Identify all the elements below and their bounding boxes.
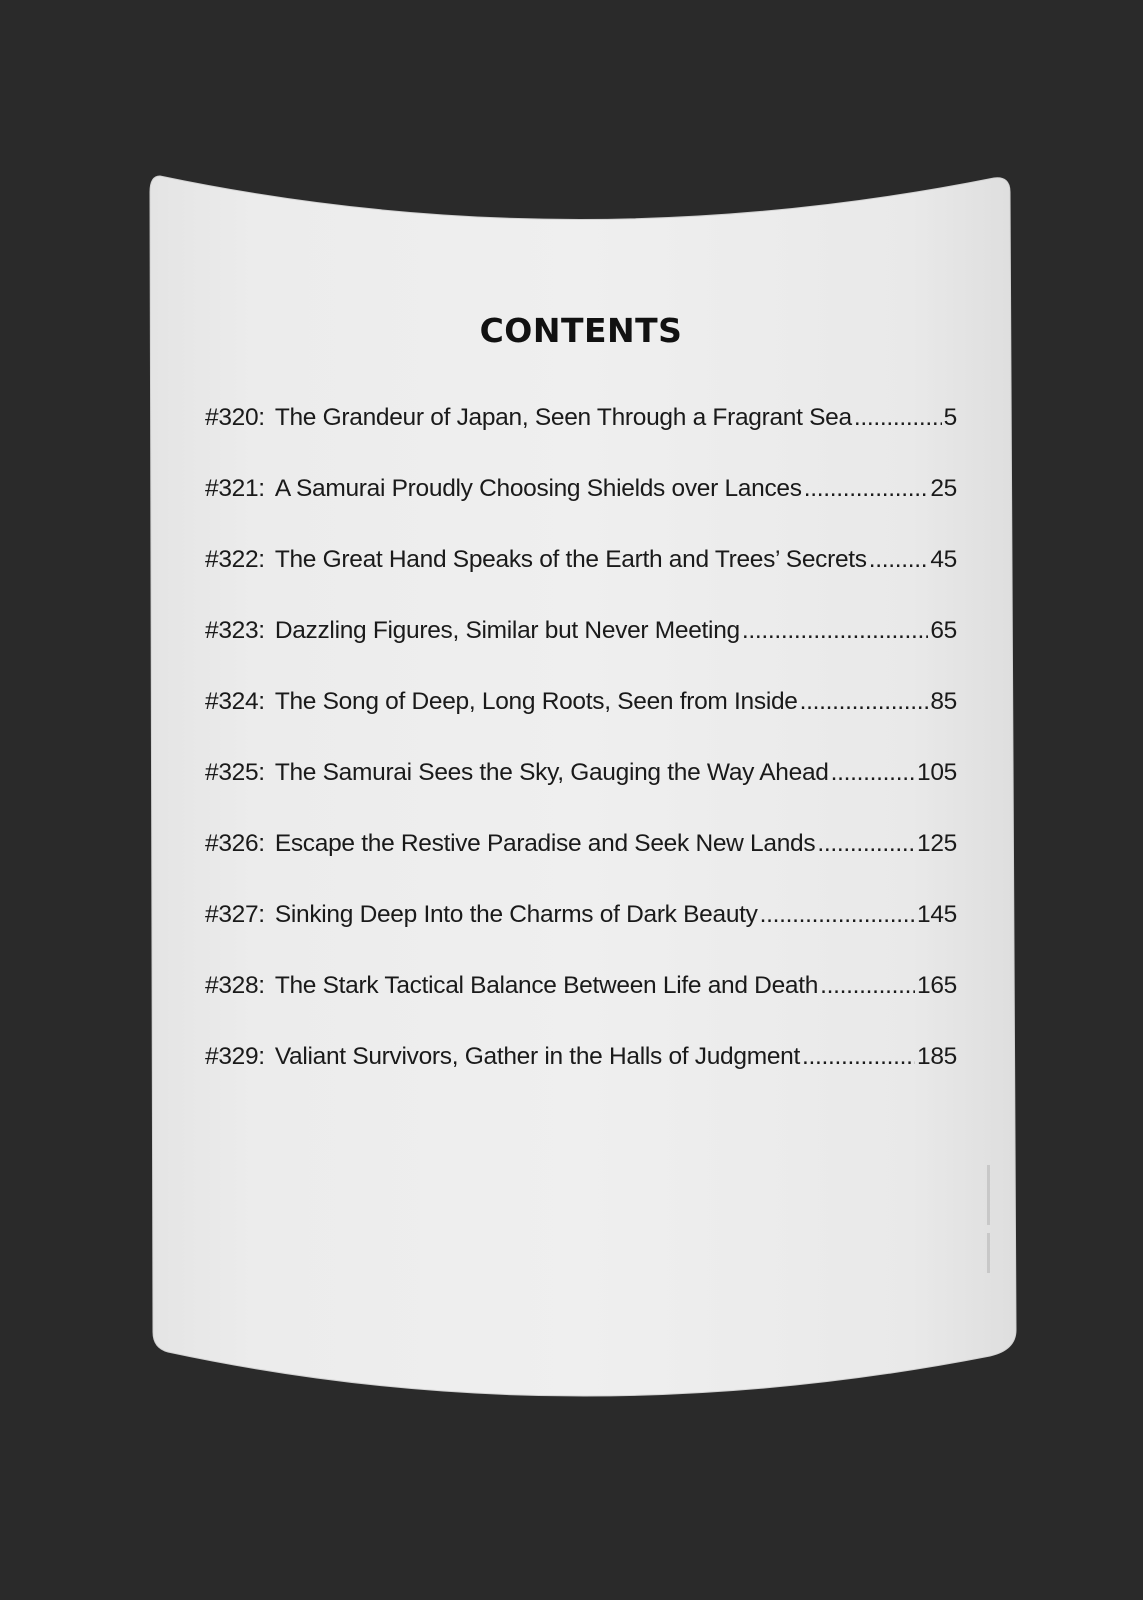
page-number: 85 [930, 688, 957, 715]
dot-leader [820, 972, 915, 1000]
dot-leader [854, 404, 942, 432]
chapter-number: #328: [205, 972, 265, 999]
toc-entry [205, 404, 957, 475]
chapter-title: The Song of Deep, Long Roots, Seen from Inside [274, 688, 798, 715]
page-number: 145 [917, 901, 957, 928]
chapter-number: #326: [205, 830, 265, 857]
chapter-title: A Samurai Proudly Choosing Shields over Lances [274, 475, 802, 502]
toc-entry [205, 546, 957, 617]
toc-entry [205, 475, 957, 546]
chapter-number: #327: [205, 901, 265, 928]
toc-entry [205, 830, 957, 901]
toc-entry [205, 972, 957, 1043]
dot-leader [742, 617, 929, 645]
page-number: 185 [917, 1043, 957, 1070]
toc-entry [205, 1043, 957, 1114]
dot-leader [831, 759, 915, 787]
chapter-title: Valiant Survivors, Gather in the Halls of Judgment [274, 1043, 800, 1070]
page-number: 125 [917, 830, 957, 857]
toc-entry [205, 759, 957, 830]
page-number: 65 [930, 617, 957, 644]
chapter-title: The Grandeur of Japan, Seen Through a Fragrant Sea [274, 404, 852, 431]
chapter-title: The Samurai Sees the Sky, Gauging the Way Ahead [274, 759, 829, 786]
chapter-number: #321: [205, 475, 265, 502]
chapter-number: #322: [205, 546, 265, 573]
chapter-number: #325: [205, 759, 265, 786]
chapter-number: #320: [205, 404, 265, 431]
chapter-title: The Stark Tactical Balance Between Life and Death [274, 972, 819, 999]
dot-leader [804, 475, 929, 503]
dot-leader [869, 546, 929, 574]
dot-leader [817, 830, 915, 858]
page-number: 105 [917, 759, 957, 786]
contents-heading: CONTENTS [479, 311, 683, 350]
table-of-contents [205, 404, 957, 1114]
dot-leader [760, 901, 915, 929]
chapter-number: #324: [205, 688, 265, 715]
chapter-title: The Great Hand Speaks of the Earth and Trees’ Secrets [274, 546, 867, 573]
toc-entry [205, 901, 957, 972]
chapter-title: Dazzling Figures, Similar but Never Meeting [274, 617, 740, 644]
toc-entry [205, 617, 957, 688]
page-number: 25 [930, 475, 957, 502]
toc-entry [205, 688, 957, 759]
chapter-title: Escape the Restive Paradise and Seek New Lands [274, 830, 816, 857]
chapter-number: #329: [205, 1043, 265, 1070]
page-number: 45 [930, 546, 957, 573]
chapter-title: Sinking Deep Into the Charms of Dark Beauty [274, 901, 758, 928]
dot-leader [800, 688, 929, 716]
dot-leader [802, 1043, 915, 1071]
page-number: 5 [943, 404, 957, 431]
page-number: 165 [917, 972, 957, 999]
chapter-number: #323: [205, 617, 265, 644]
margin-print-mark [984, 1165, 994, 1275]
